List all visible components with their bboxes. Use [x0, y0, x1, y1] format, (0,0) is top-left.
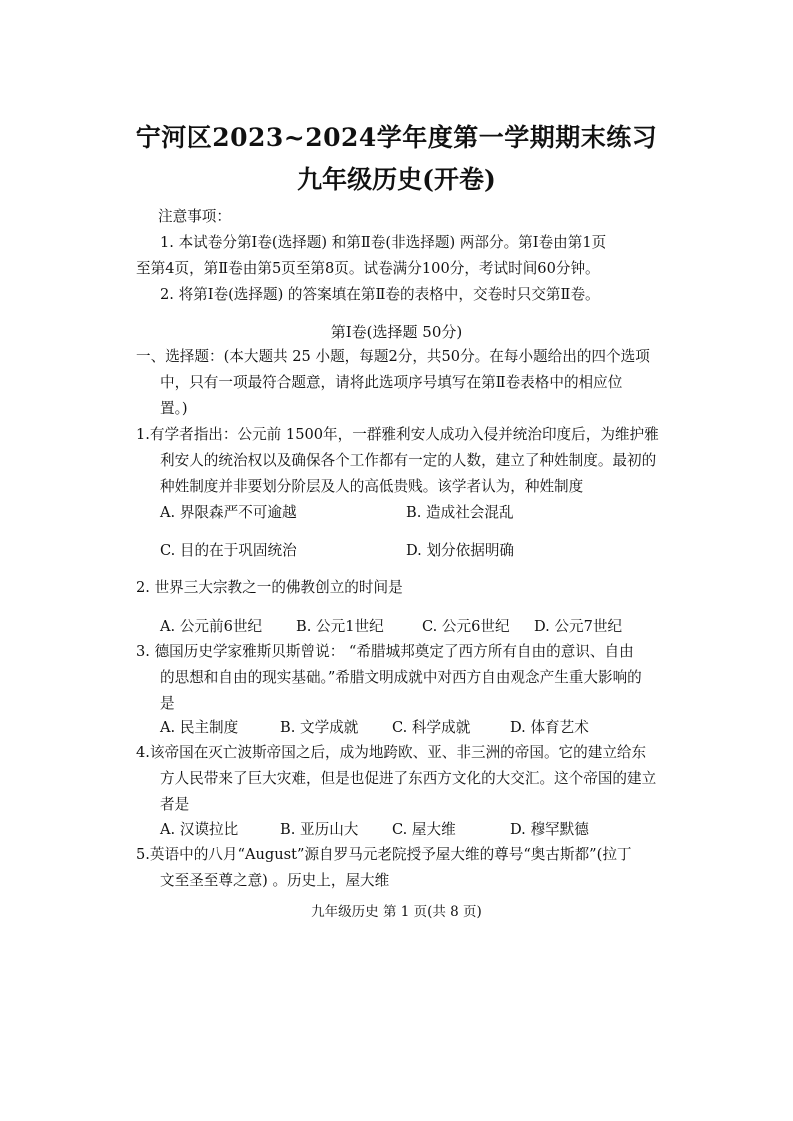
notice-item-2: 2. 将第Ⅰ卷(选择题) 的答案填在第Ⅱ卷的表格中，交卷时只交第Ⅱ卷。 [160, 286, 600, 303]
question-2-option-b: B. 公元1世纪 [296, 618, 384, 635]
question-3-option-d: D. 体育艺术 [510, 719, 589, 736]
section-instructions-line-3: 置。) [160, 400, 188, 417]
question-4-option-a: A. 汉谟拉比 [160, 821, 239, 838]
question-4-option-b: B. 亚历山大 [280, 821, 359, 838]
question-4-option-c: C. 屋大维 [392, 821, 456, 838]
question-1-line-3: 种姓制度并非要划分阶层及人的高低贵贱。该学者认为，种姓制度 [160, 478, 584, 495]
notice-item-1-line-1: 1. 本试卷分第Ⅰ卷(选择题) 和第Ⅱ卷(非选择题) 两部分。第Ⅰ卷由第1页 [160, 234, 607, 251]
question-5-line-2: 文至圣至尊之意) 。历史上，屋大维 [160, 872, 390, 889]
question-3-line-3: 是 [160, 695, 175, 712]
exam-title: 宁河区2023~2024学年度第一学期期末练习 [135, 123, 658, 152]
question-4-line-3: 者是 [160, 796, 190, 813]
question-4-line-2: 方人民带来了巨大灾难，但是也促进了东西方文化的大交汇。这个帝国的建立 [160, 770, 657, 787]
section-instructions-line-1: 一、选择题：(本大题共 25 小题，每题2分，共50分。在每小题给出的四个选项 [136, 348, 650, 365]
question-1-option-d: D. 划分依据明确 [406, 542, 515, 559]
page-footer: 九年级历史 第 1 页(共 8 页) [311, 904, 482, 920]
notice-heading: 注意事项： [158, 208, 231, 225]
question-1-option-b: B. 造成社会混乱 [406, 504, 514, 521]
question-4-line-1: 4.该帝国在灭亡波斯帝国之后，成为地跨欧、亚、非三洲的帝国。它的建立给东 [136, 744, 647, 761]
question-1-option-a: A. 界限森严不可逾越 [160, 504, 297, 521]
question-3-option-a: A. 民主制度 [160, 719, 239, 736]
exam-subtitle: 九年级历史(开卷) [297, 165, 496, 194]
question-1-option-c: C. 目的在于巩固统治 [160, 542, 297, 559]
question-3-line-1: 3. 德国历史学家雅斯贝斯曾说： “希腊城邦奠定了西方所有自由的意识、自由 [136, 643, 634, 660]
question-2-option-d: D. 公元7世纪 [534, 618, 623, 635]
question-1-line-2: 利安人的统治权以及确保各个工作都有一定的人数，建立了种姓制度。最初的 [160, 452, 657, 469]
question-2-option-c: C. 公元6世纪 [422, 618, 510, 635]
question-2-line-1: 2. 世界三大宗教之一的佛教创立的时间是 [136, 579, 403, 596]
section-instructions-line-2: 中，只有一项最符合题意，请将此选项序号填写在第Ⅱ卷表格中的相应位 [160, 374, 623, 391]
section-title: 第Ⅰ卷(选择题 50分) [330, 323, 463, 341]
question-5-line-1: 5.英语中的八月“August”源自罗马元老院授予屋大维的尊号“奥古斯都”(拉丁 [136, 846, 632, 863]
question-1-line-1: 1.有学者指出：公元前 1500年，一群雅利安人成功入侵并统治印度后，为维护雅 [136, 426, 659, 443]
notice-item-1-line-2: 至第4页，第Ⅱ卷由第5页至第8页。试卷满分100分，考试时间60分钟。 [136, 260, 600, 277]
question-2-option-a: A. 公元前6世纪 [160, 618, 263, 635]
question-3-option-b: B. 文学成就 [280, 719, 359, 736]
question-4-option-d: D. 穆罕默德 [510, 821, 589, 838]
question-3-line-2: 的思想和自由的现实基础。”希腊文明成就中对西方自由观念产生重大影响的 [160, 669, 642, 686]
question-3-option-c: C. 科学成就 [392, 719, 471, 736]
